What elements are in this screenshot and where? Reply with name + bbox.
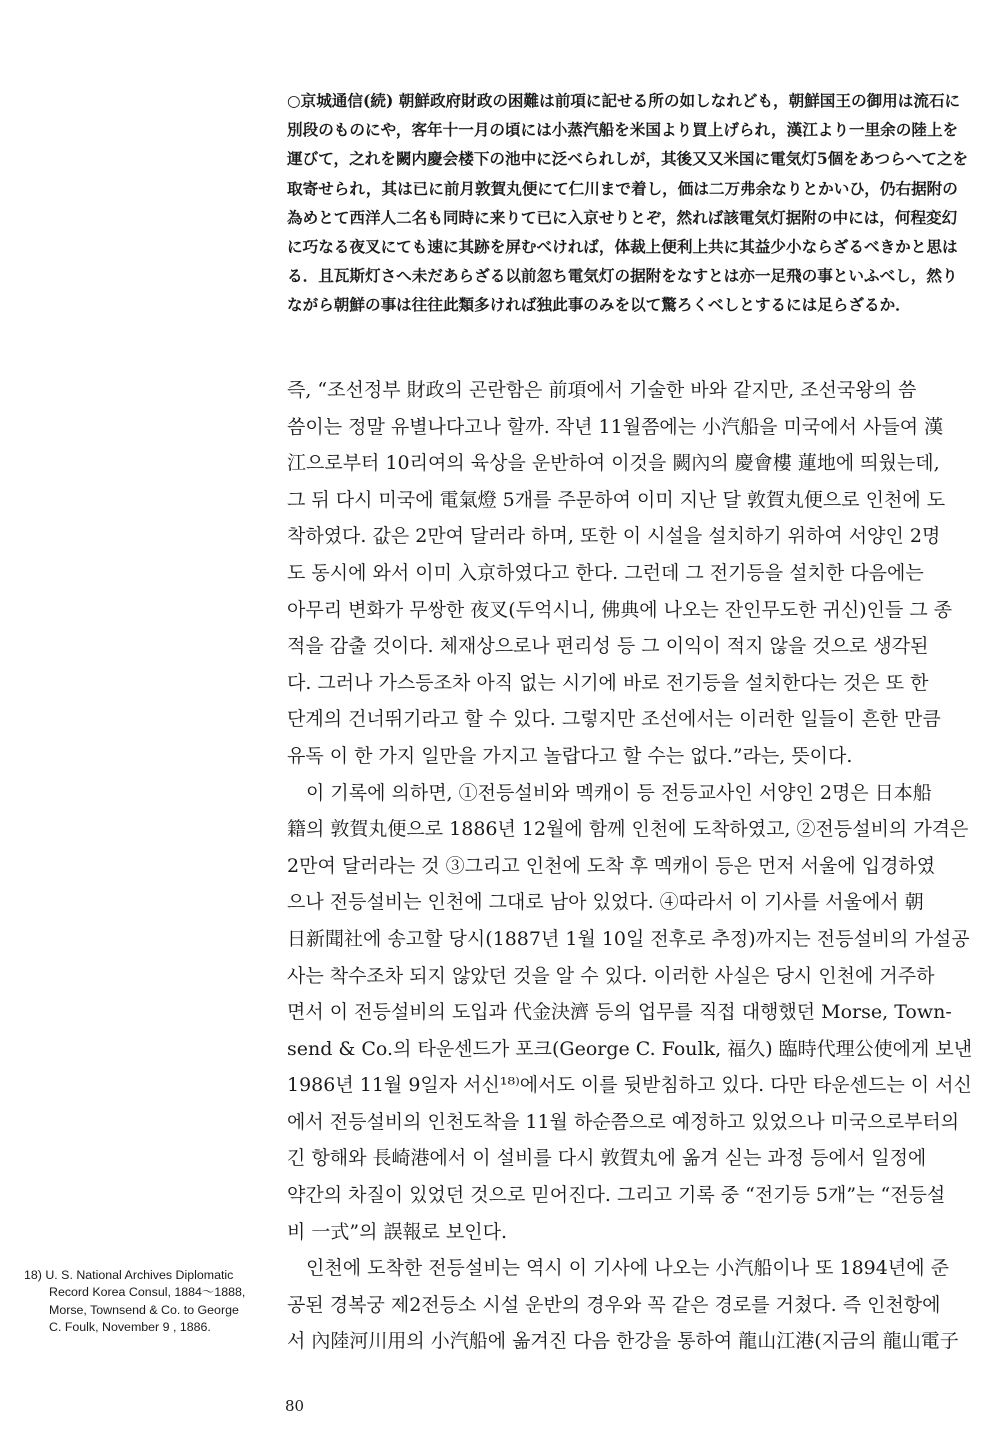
body-line: 다. 그러나 가스등조차 아직 없는 시기에 바로 전기등을 설치한다는 것은 또 한 (287, 671, 929, 694)
body-line: 으나 전등설비는 인천에 그대로 남아 있었다. ④따라서 이 기사를 서울에서 朝 (287, 891, 924, 914)
quote-line: 別段のものにや，客年十一月の頃には小蒸汽船を米国より買上げられ，漢江より一里余の陸上を (287, 120, 959, 140)
quote-line: ○京城通信(続) 朝鮮政府財政の困難は前項に記せる所の如しなれども，朝鮮国王の御用は流石に (287, 91, 961, 110)
body-line: 아무리 변화가 무쌍한 夜叉(두억시니, 佛典에 나오는 잔인무도한 귀신)인들 그 종 (287, 598, 953, 621)
quote-line: に巧なる夜叉にても速に其跡を屏むべければ，体裁上便利上共に其益少小ならざるべきかと思は (287, 236, 958, 256)
body-line: 日新聞社에 송고할 당시(1887년 1월 10일 전후로 추정)까지는 전등설비의 가설공 (287, 927, 970, 950)
body-line: 공된 경복궁 제2전등소 시설 운반의 경우와 꼭 같은 경로를 거쳤다. 즉 인천항에 (287, 1293, 941, 1316)
body-line: 즉, “조선정부 財政의 곤란함은 前項에서 기술한 바와 같지만, 조선국왕의 씀 (287, 379, 917, 401)
footnote-line: Record Korea Consul, 1884～1888, (49, 1285, 246, 1300)
body-line: 유독 이 한 가지 일만을 가지고 놀랍다고 할 수는 없다.”라는, 뜻이다. (287, 744, 853, 767)
japanese-quote-block (287, 86, 969, 320)
quote-line: 運びて，之れを闕内慶会楼下の池中に泛べられしが，其後又又米国に電気灯5個をあつらへて之を (287, 149, 969, 169)
footnote-18 (24, 1267, 274, 1336)
body-line: 그 뒤 다시 미국에 電氣燈 5개를 주문하여 이미 지난 달 敦賀丸便으로 인천에 도 (287, 488, 946, 511)
body-line: 씀이는 정말 유별나다고나 할까. 작년 11월쯤에는 小汽船을 미국에서 사들여 漢 (287, 415, 944, 438)
body-text (287, 372, 973, 1360)
body-line: 면서 이 전등설비의 도입과 代金決濟 등의 업무를 직접 대행했던 Morse, Town- (287, 1001, 952, 1024)
body-line: 사는 착수조차 되지 않았던 것을 알 수 있다. 이러한 사실은 당시 인천에 거주하 (287, 964, 935, 987)
body-line: 2만여 달러라는 것 ③그리고 인천에 도착 후 멕캐이 등은 먼저 서울에 입경하였 (287, 854, 936, 877)
body-line: 江으로부터 10리여의 육상을 운반하여 이것을 闕內의 慶會樓 蓮地에 띄웠는데, (287, 452, 940, 475)
quote-line: る．且瓦斯灯さへ未だあらざる以前忽ち電気灯の据附をなすとは亦一足飛の事といふべし，然り (287, 266, 958, 286)
footnote-line: 18) U. S. National Archives Diplomatic (24, 1268, 234, 1282)
body-line: 서 內陸河川用의 小汽船에 옮겨진 다음 한강을 통하여 龍山江港(지금의 龍山電子 (287, 1330, 959, 1353)
body-line: 籍의 敦賀丸便으로 1886년 12월에 함께 인천에 도착하였고, ②전등설비의 가격은 (287, 818, 969, 841)
body-line: send & Co.의 타운센드가 포크(George C. Foulk, 福久) 臨時代理公使에게 보낸 (287, 1037, 973, 1060)
quote-line: 取寄せられ，其は已に前月敦賀丸便にて仁川まで着し，価は二万弗余なりとかいひ，仍右据附の (287, 178, 958, 198)
body-line: 도 동시에 와서 이미 入京하였다고 한다. 그런데 그 전기등을 설치한 다음에는 (287, 561, 924, 584)
body-line: 에서 전등설비의 인천도착을 11월 하순쯤으로 예정하고 있었으나 미국으로부터의 (287, 1110, 960, 1133)
body-line: 긴 항해와 長崎港에서 이 설비를 다시 敦賀丸에 옮겨 싣는 과정 등에서 일정에 (287, 1147, 927, 1170)
quote-line: ながら朝鮮の事は往往此類多ければ独此事のみを以て驚ろくべしとするには足らざるか． (287, 295, 911, 315)
footnote-line: Morse, Townsend & Co. to George (49, 1302, 239, 1317)
body-line: 적을 감출 것이다. 체재상으로나 편리성 등 그 이익이 적지 않을 것으로 생각된 (287, 635, 929, 658)
quote-line: 為めとて西洋人二名も同時に来りて已に入京せりとぞ，然れば該電気灯据附の中には，何程変幻 (287, 207, 958, 227)
body-line: 비 一式”의 誤報로 보인다. (287, 1220, 507, 1243)
body-line: 착하였다. 값은 2만여 달러라 하며, 또한 이 시설을 설치하기 위하여 서양인 2명 (287, 525, 941, 548)
footnote-line: C. Foulk, November 9 , 1886. (49, 1319, 211, 1334)
body-line: 단계의 건너뛰기라고 할 수 있다. 그렇지만 조선에서는 이러한 일들이 흔한 만큼 (287, 708, 941, 731)
page-number: 80 (285, 1397, 305, 1415)
body-line: 인천에 도착한 전등설비는 역시 이 기사에 나오는 小汽船이나 또 1894년에 준 (287, 1257, 949, 1280)
body-line: 약간의 차질이 있었던 것으로 믿어진다. 그리고 기록 중 “전기등 5개”는 “전등설 (287, 1184, 946, 1207)
body-line: 1986년 11월 9일자 서신¹⁸⁾에서도 이를 뒷받침하고 있다. 다만 타운센드는 이 서신 (287, 1074, 972, 1097)
body-line: 이 기록에 의하면, ①전등설비와 멕캐이 등 전등교사인 서양인 2명은 日本船 (287, 781, 932, 804)
